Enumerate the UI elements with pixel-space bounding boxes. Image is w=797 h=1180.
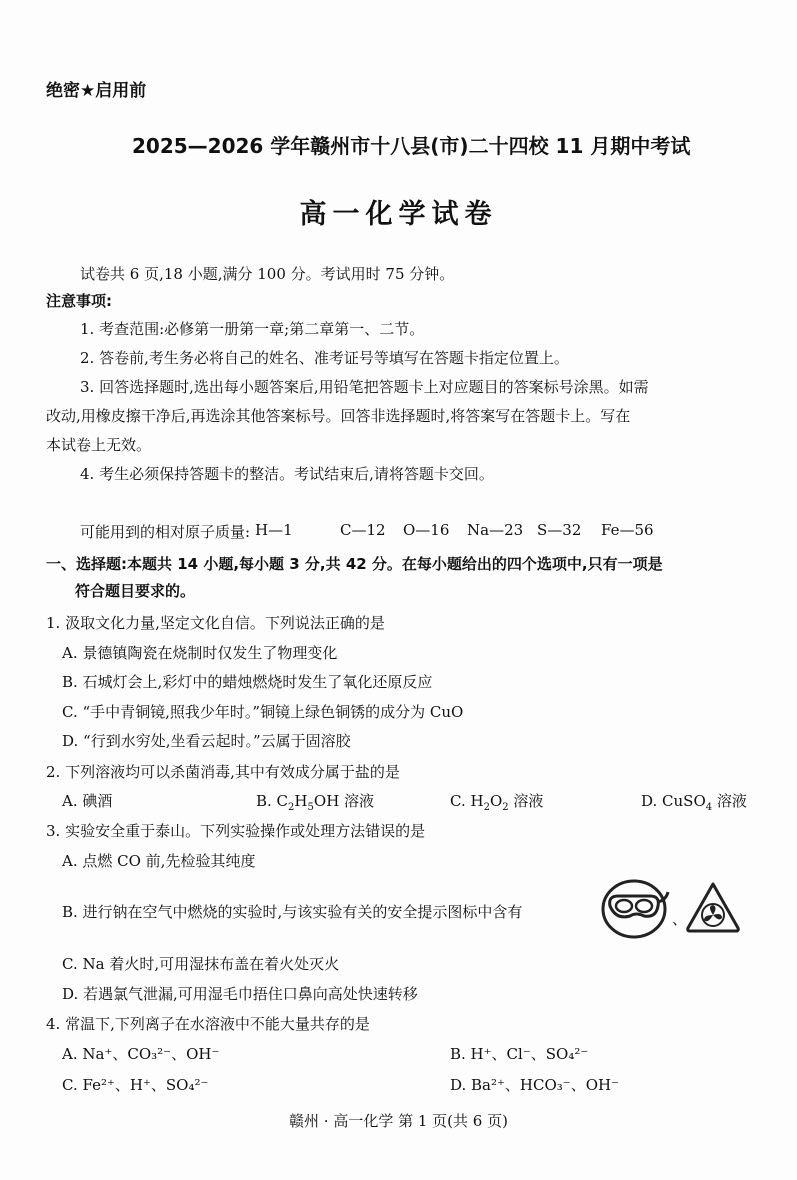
note-3-end: 本试卷上无效。: [46, 436, 152, 454]
atomic-mass-fe: Fe—56: [601, 521, 654, 539]
icon-separator: 、: [672, 910, 688, 928]
ventilation-fan-icon: [684, 880, 742, 934]
goggles-icon: [600, 878, 670, 940]
q2-option-d: D. CuSO$_4$ 溶液: [641, 792, 747, 813]
q2-option-a: A. 碘酒: [62, 792, 113, 810]
q4-option-b: B. H⁺、Cl⁻、SO₄²⁻: [450, 1045, 589, 1063]
q3-option-c: C. Na 着火时,可用湿抹布盖在着火处灭火: [62, 955, 340, 973]
note-2: 2. 答卷前,考生务必将自己的姓名、准考证号等填写在答题卡指定位置上。: [80, 349, 569, 367]
section-heading-cont: 符合题目要求的。: [75, 582, 196, 600]
section-heading: 一、选择题:本题共 14 小题,每小题 3 分,共 42 分。在每小题给出的四个选项中,只有一项是: [46, 555, 663, 573]
q1-stem: 1. 汲取文化力量,坚定文化自信。下列说法正确的是: [46, 614, 385, 632]
note-4: 4. 考生必须保持答题卡的整洁。考试结束后,请将答题卡交回。: [80, 465, 494, 483]
atomic-mass-h: H—1: [255, 521, 293, 539]
page-footer: 赣州 · 高一化学 第 1 页(共 6 页): [289, 1112, 508, 1130]
q3-stem: 3. 实验安全重于泰山。下列实验操作或处理方法错误的是: [46, 822, 426, 840]
q1-option-b: B. 石城灯会上,彩灯中的蜡烛燃烧时发生了氧化还原反应: [62, 673, 433, 691]
q2-stem: 2. 下列溶液均可以杀菌消毒,其中有效成分属于盐的是: [46, 763, 400, 781]
note-3: 3. 回答选择题时,选出每小题答案后,用铅笔把答题卡上对应题目的答案标号涂黑。如需: [80, 378, 649, 396]
page-title: 高一化学试卷: [299, 199, 498, 230]
q1-option-d: D. “行到水穷处,坐看云起时。”云属于固溶胶: [62, 732, 351, 750]
q4-option-d: D. Ba²⁺、HCO₃⁻、OH⁻: [450, 1076, 620, 1094]
confidential-mark: 绝密★启用前: [46, 81, 147, 101]
exam-name: 2025—2026 学年赣州市十八县(市)二十四校 11 月期中考试: [132, 134, 691, 158]
atomic-mass-na: Na—23: [467, 521, 524, 539]
atomic-mass-label: 可能用到的相对原子质量:: [80, 523, 251, 541]
notes-heading: 注意事项:: [46, 292, 112, 310]
note-1: 1. 考查范围:必修第一册第一章;第二章第一、二节。: [80, 320, 425, 338]
q4-option-a: A. Na⁺、CO₃²⁻、OH⁻: [62, 1045, 220, 1063]
q4-stem: 4. 常温下,下列离子在水溶液中不能大量共存的是: [46, 1015, 370, 1033]
q2-option-c: C. $H_2O_2$ 溶液: [450, 792, 544, 813]
atomic-mass-s: S—32: [537, 521, 582, 539]
intro: 试卷共 6 页,18 小题,满分 100 分。考试用时 75 分钟。: [80, 265, 455, 283]
atomic-mass-c: C—12: [340, 521, 386, 539]
q3-option-d: D. 若遇氯气泄漏,可用湿毛巾捂住口鼻向高处快速转移: [62, 985, 418, 1003]
q2-option-b: B. $C_2H_5OH$ 溶液: [256, 792, 375, 813]
note-3-cont: 改动,用橡皮擦干净后,再选涂其他答案标号。回答非选择题时,将答案写在答题卡上。写在: [46, 407, 631, 425]
q3-option-a: A. 点燃 CO 前,先检验其纯度: [62, 852, 256, 870]
q4-option-c: C. Fe²⁺、H⁺、SO₄²⁻: [62, 1076, 209, 1094]
q3-option-b: B. 进行钠在空气中燃烧的实验时,与该实验有关的安全提示图标中含有: [62, 903, 523, 921]
atomic-mass-o: O—16: [403, 521, 450, 539]
q1-option-a: A. 景德镇陶瓷在烧制时仅发生了物理变化: [62, 644, 338, 662]
q1-option-c: C. “手中青铜镜,照我少年时。”铜镜上绿色铜锈的成分为 CuO: [62, 703, 464, 721]
